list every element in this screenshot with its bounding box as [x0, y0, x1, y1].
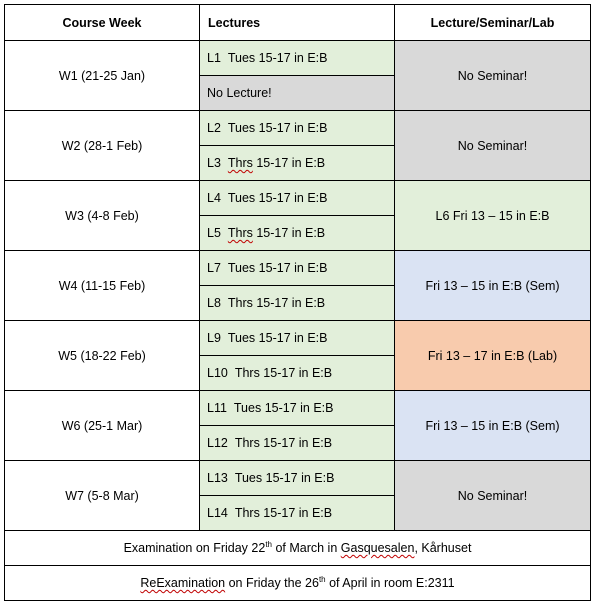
lecture-day: Tues [233, 401, 262, 415]
header-course-week: Course Week [5, 5, 200, 41]
exam-venue: Gasquesalen [340, 541, 415, 555]
lecture-day: Tues [227, 261, 256, 275]
lecture-day: Tues [227, 121, 256, 135]
lecture-code: L10 [207, 366, 228, 380]
seminar-lab-cell: L6 Fri 13 – 15 in E:B [395, 181, 591, 251]
lecture-slot [200, 181, 395, 216]
reexam-text-end: of April in room E:2311 [325, 576, 455, 590]
lecture-day: Tues [234, 471, 263, 485]
schedule-row [5, 181, 591, 216]
lecture-day: Thrs [234, 436, 260, 450]
schedule-row [5, 111, 591, 146]
lecture-slot [200, 146, 395, 181]
reexam-cell [5, 566, 591, 601]
lecture-time: 15-17 in E:B [263, 366, 333, 380]
lecture-slot [200, 216, 395, 251]
reexam-word: ReExamination [140, 576, 226, 590]
schedule-body [5, 41, 591, 531]
lecture-code: L13 [207, 471, 228, 485]
lecture-time: 15-17 in E:B [263, 436, 333, 450]
lecture-day: Tues [227, 331, 256, 345]
lecture-code: L7 [207, 261, 221, 275]
lecture-time: 15-17 in E:B [258, 191, 328, 205]
schedule-row [5, 461, 591, 496]
lecture-code: L5 [207, 226, 221, 240]
lecture-time: 15-17 in E:B [258, 51, 328, 65]
no-lecture-label: No Lecture! [207, 86, 272, 100]
header-lectures: Lectures [200, 5, 395, 41]
schedule-wrapper [4, 4, 590, 601]
lecture-code: L8 [207, 296, 221, 310]
exam-text-end: , Kårhuset [414, 541, 472, 555]
header-lecture-seminar-lab: Lecture/Seminar/Lab [395, 5, 591, 41]
lecture-slot [200, 41, 395, 76]
lecture-code: L4 [207, 191, 221, 205]
week-label: W2 (28-1 Feb) [5, 111, 200, 181]
lecture-slot [200, 356, 395, 391]
lecture-slot [200, 286, 395, 321]
lecture-time: 15-17 in E:B [256, 156, 326, 170]
lecture-code: L11 [207, 401, 227, 415]
week-label: W6 (25-1 Mar) [5, 391, 200, 461]
schedule-row [5, 391, 591, 426]
lecture-slot [200, 391, 395, 426]
lecture-code: L14 [207, 506, 228, 520]
lecture-time: 15-17 in E:B [256, 226, 326, 240]
lecture-time: 15-17 in E:B [256, 296, 326, 310]
course-schedule-table [4, 4, 591, 601]
seminar-lab-cell: Fri 13 – 17 in E:B (Lab) [395, 321, 591, 391]
seminar-lab-cell: No Seminar! [395, 461, 591, 531]
lecture-time: 15-17 in E:B [264, 401, 334, 415]
lecture-time: 15-17 in E:B [258, 331, 328, 345]
lecture-time: 15-17 in E:B [263, 506, 333, 520]
lecture-code: L9 [207, 331, 221, 345]
seminar-lab-cell: No Seminar! [395, 41, 591, 111]
lecture-day: Thrs [227, 156, 253, 170]
lecture-slot [200, 321, 395, 356]
exam-row [5, 531, 591, 566]
reexam-ordinal-suffix: th [318, 574, 326, 584]
lecture-code: L3 [207, 156, 221, 170]
exam-ordinal-suffix: th [265, 539, 272, 549]
lecture-day: Thrs [227, 296, 253, 310]
lecture-time: 15-17 in E:B [258, 121, 328, 135]
lecture-day: Thrs [234, 366, 260, 380]
schedule-row [5, 251, 591, 286]
week-label: W4 (11-15 Feb) [5, 251, 200, 321]
lecture-day: Tues [227, 51, 256, 65]
lecture-slot [200, 496, 395, 531]
lecture-code: L1 [207, 51, 221, 65]
lecture-day: Tues [227, 191, 256, 205]
lecture-slot [200, 426, 395, 461]
lecture-slot [200, 111, 395, 146]
exam-text-start: Examination on Friday 22 [123, 541, 266, 555]
lecture-code: L12 [207, 436, 228, 450]
lecture-time: 15-17 in E:B [265, 471, 335, 485]
seminar-lab-cell: No Seminar! [395, 111, 591, 181]
week-label: W7 (5-8 Mar) [5, 461, 200, 531]
seminar-lab-cell: Fri 13 – 15 in E:B (Sem) [395, 251, 591, 321]
week-label: W1 (21-25 Jan) [5, 41, 200, 111]
week-label: W3 (4-8 Feb) [5, 181, 200, 251]
schedule-row [5, 321, 591, 356]
lecture-slot [200, 461, 395, 496]
lecture-code: L2 [207, 121, 221, 135]
lecture-slot [200, 251, 395, 286]
reexam-text-start: on Friday the 26 [225, 576, 319, 590]
lecture-day: Thrs [227, 226, 253, 240]
lecture-slot [200, 76, 395, 111]
lecture-day: Thrs [234, 506, 260, 520]
exam-text-middle: of March in [271, 541, 341, 555]
header-row [5, 5, 591, 41]
exam-cell [5, 531, 591, 566]
week-label: W5 (18-22 Feb) [5, 321, 200, 391]
reexam-row [5, 566, 591, 601]
seminar-lab-cell: Fri 13 – 15 in E:B (Sem) [395, 391, 591, 461]
lecture-time: 15-17 in E:B [258, 261, 328, 275]
schedule-row [5, 41, 591, 76]
